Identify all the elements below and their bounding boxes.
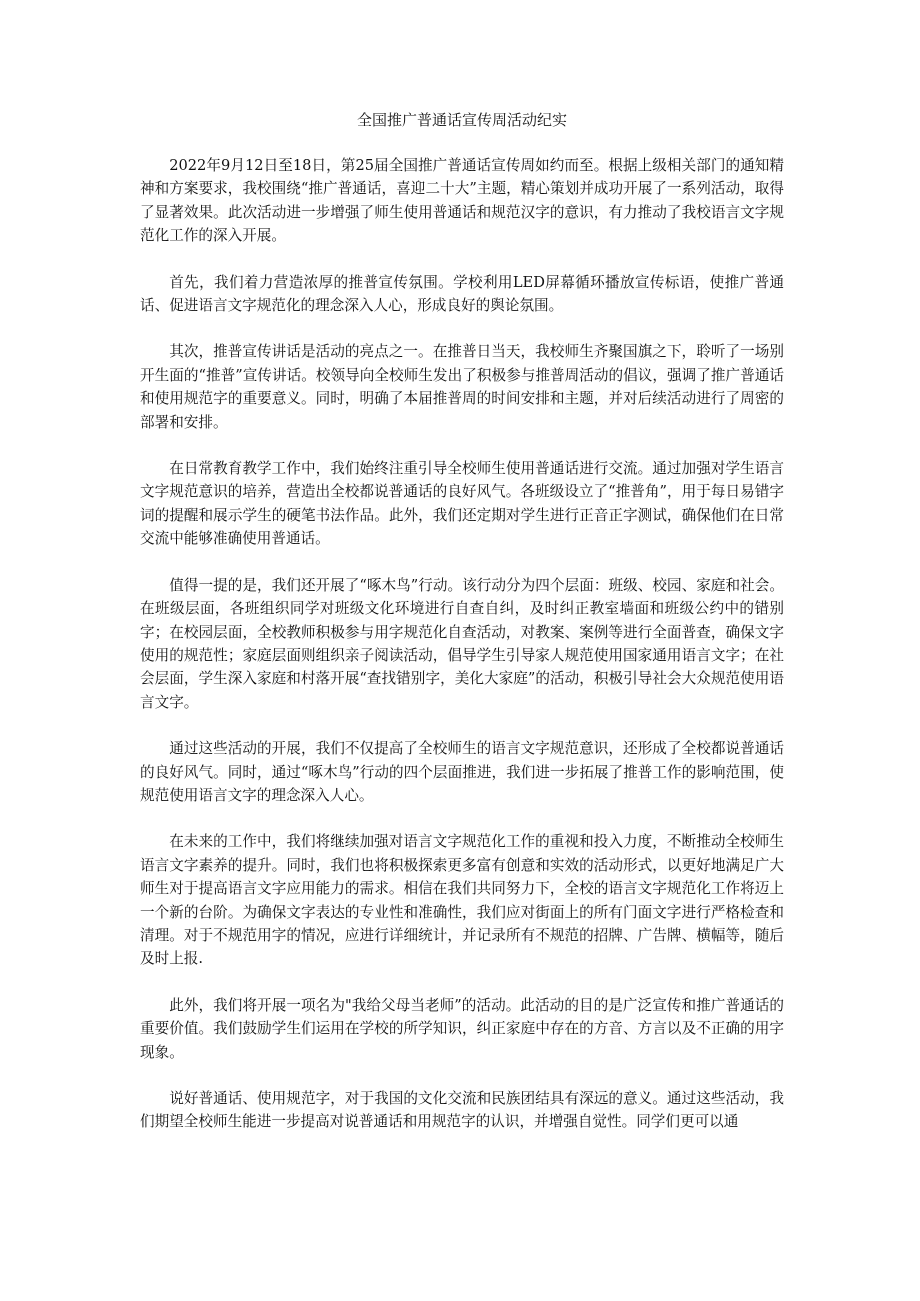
- paragraph-results: 通过这些活动的开展，我们不仅提高了全校师生的语言文字规范意识，还形成了全校都说普通话的良好风气。同时，通过“啄木鸟”行动的四个层面推进，我们进一步拓展了推普工作的影响范围，使规范使用语言文字的理念深入人心。: [140, 740, 784, 804]
- paragraph-woodpecker-action: 值得一提的是，我们还开展了“啄木鸟”行动。该行动分为四个层面：班级、校园、家庭和社会。在班级层面，各班组织同学对班级文化环境进行自查自纠，及时纠正教室墙面和班级公约中的错别字；在校园层面，全校教师积极参与用字规范化自查活动，对教案、案例等进行全面普查，确保文字使用的规范性；家庭层面则组织亲子阅读活动，倡导学生引导家人规范使用国家通用语言文字；在社会层面，学生深入家庭和村落开展“查找错别字，美化大家庭”的活动，积极引导社会大众规范使用语言文字。: [140, 576, 784, 711]
- paragraph-daily-teaching: 在日常教育教学工作中，我们始终注重引导全校师生使用普通话进行交流。通过加强对学生语言文字规范意识的培养，营造出全校都说普通话的良好风气。各班级设立了“推普角”，用于每日易错字词的提醒和展示学生的硬笔书法作品。此外，我们还定期对学生进行正音正字测试，确保他们在日常交流中能够准确使用普通话。: [140, 460, 784, 548]
- paragraph-parents-activity: 此外，我们将开展一项名为"我给父母当老师”的活动。此活动的目的是广泛宣传和推广普通话的重要价值。我们鼓励学生们运用在学校的所学知识，纠正家庭中存在的方音、方言以及不正确的用字现象。: [140, 996, 784, 1061]
- paragraph-significance: 说好普通话、使用规范字，对于我国的文化交流和民族团结具有深远的意义。通过这些活动，我们期望全校师生能进一步提高对说普通话和用规范字的认识，并增强自觉性。同学们更可以通: [140, 1090, 784, 1131]
- paragraph-intro: 2022年9月12日至18日，第25届全国推广普通话宣传周如约而至。根据上级相关部门的通知精神和方案要求，我校围绕“推广普通话，喜迎二十大”主题，精心策划并成功开展了一系列活动，取得了显著效果。此次活动进一步增强了师生使用普通话和规范汉字的意识，有力推动了我校语言文字规范化工作的深入开展。: [140, 157, 784, 245]
- document-title: 全国推广普通话宣传周活动纪实: [356, 111, 567, 129]
- paragraph-publicity-atmosphere: 首先，我们着力营造浓厚的推普宣传氛围。学校利用LED屏幕循环播放宣传标语，使推广普通话、促进语言文字规范化的理念深入人心，形成良好的舆论氛围。: [140, 273, 784, 315]
- paragraph-publicity-speech: 其次，推普宣传讲话是活动的亮点之一。在推普日当天，我校师生齐聚国旗之下，聆听了一场别开生面的“推普”宣传讲话。校领导向全校师生发出了积极参与推普周活动的倡议，强调了推广普通话和使用规范字的重要意义。同时，明确了本届推普周的时间安排和主题，并对后续活动进行了周密的部署和安排。: [140, 343, 784, 431]
- document-page: [140, 108, 784, 1157]
- paragraph-future-work: 在未来的工作中，我们将继续加强对语言文字规范化工作的重视和投入力度，不断推动全校师生语言文字素养的提升。同时，我们也将积极探索更多富有创意和实效的活动形式，以更好地满足广大师生对于提高语言文字应用能力的需求。相信在我们共同努力下，全校的语言文字规范化工作将迈上一个新的台阶。为确保文字表达的专业性和准确性，我们应对街面上的所有门面文字进行严格检查和清理。对于不规范用字的情况，应进行详细统计，并记录所有不规范的招牌、广告牌、横幅等，随后及时上报.: [140, 833, 784, 968]
